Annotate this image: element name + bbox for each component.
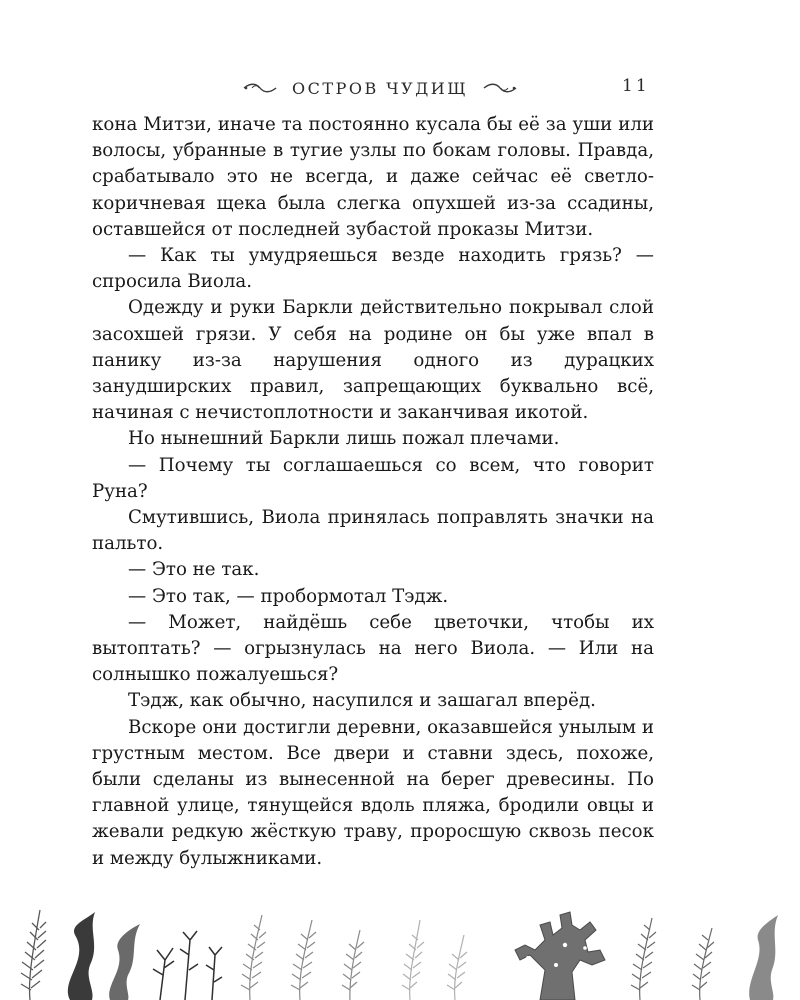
kelp-right-icon [749, 915, 778, 1000]
paragraph-7: — Это не так. [128, 559, 260, 581]
running-head [210, 74, 550, 102]
fern-left-icon [21, 910, 46, 1000]
body-text [92, 112, 654, 872]
paragraph-2: — Как ты умудряешься везде находить грязь? — спросила Виола. [92, 245, 654, 293]
twig-cluster-icon [153, 931, 222, 1000]
paragraph-1: кона Митзи, иначе та постоянно кусала бы её за уши или волосы, убранные в тугие узлы по бокам головы. Правда, срабатывало это не всегда, и даже сейчас её светло-коричневая щека была слегка опухшей из-за ссадины, оставшейся от последней зубастой проказы Митзи. [92, 114, 654, 240]
fern-middle-icon [241, 915, 364, 1000]
paragraph-6: Смутившись, Виола принялась поправлять значки на пальто. [92, 507, 654, 555]
fern-right-icon [631, 918, 714, 1000]
paragraph-9: — Может, найдёшь себе цветочки, чтобы их вытоптать? — огрызнулась на него Виола. — Или на солнышко пожалуешься? [92, 611, 654, 686]
fern-light-icon [402, 920, 467, 1000]
seaweed-illustration [0, 900, 800, 1000]
paragraph-5: — Почему ты соглашаешься со всем, что говорит Руна? [92, 454, 654, 502]
right-flourish-icon [482, 82, 518, 94]
paragraph-3: Одежду и руки Баркли действительно покрывал слой засохшей грязи. У себя на родине он бы уже впал в панику из-за нарушения одного из дурацких занудширских правил, запрещающих буквально всё, начиная с нечистоплотности и заканчивая икотой. [92, 297, 654, 424]
book-title: ОСТРОВ ЧУДИЩ [292, 78, 468, 98]
paragraph-10: Тэдж, как обычно, насупился и зашагал вперёд. [128, 690, 596, 712]
left-flourish-icon [242, 82, 278, 94]
page-number: 11 [622, 76, 650, 96]
coral-icon [515, 912, 605, 1000]
kelp-left-icon [68, 912, 140, 1000]
paragraph-4: Но нынешний Баркли лишь пожал плечами. [128, 428, 560, 450]
paragraph-8: — Это так, — пробормотал Тэдж. [128, 585, 449, 607]
paragraph-11: Вскоре они достигли деревни, оказавшейся унылым и грустным местом. Все двери и ставни здесь, похоже, были сделаны из вынесенной на берег древесины. По главной улице, тянущейся вдоль пляжа, бродили овцы и жевали редкую жёсткую траву, проросшую сквозь песок и между булыжниками. [92, 716, 654, 869]
